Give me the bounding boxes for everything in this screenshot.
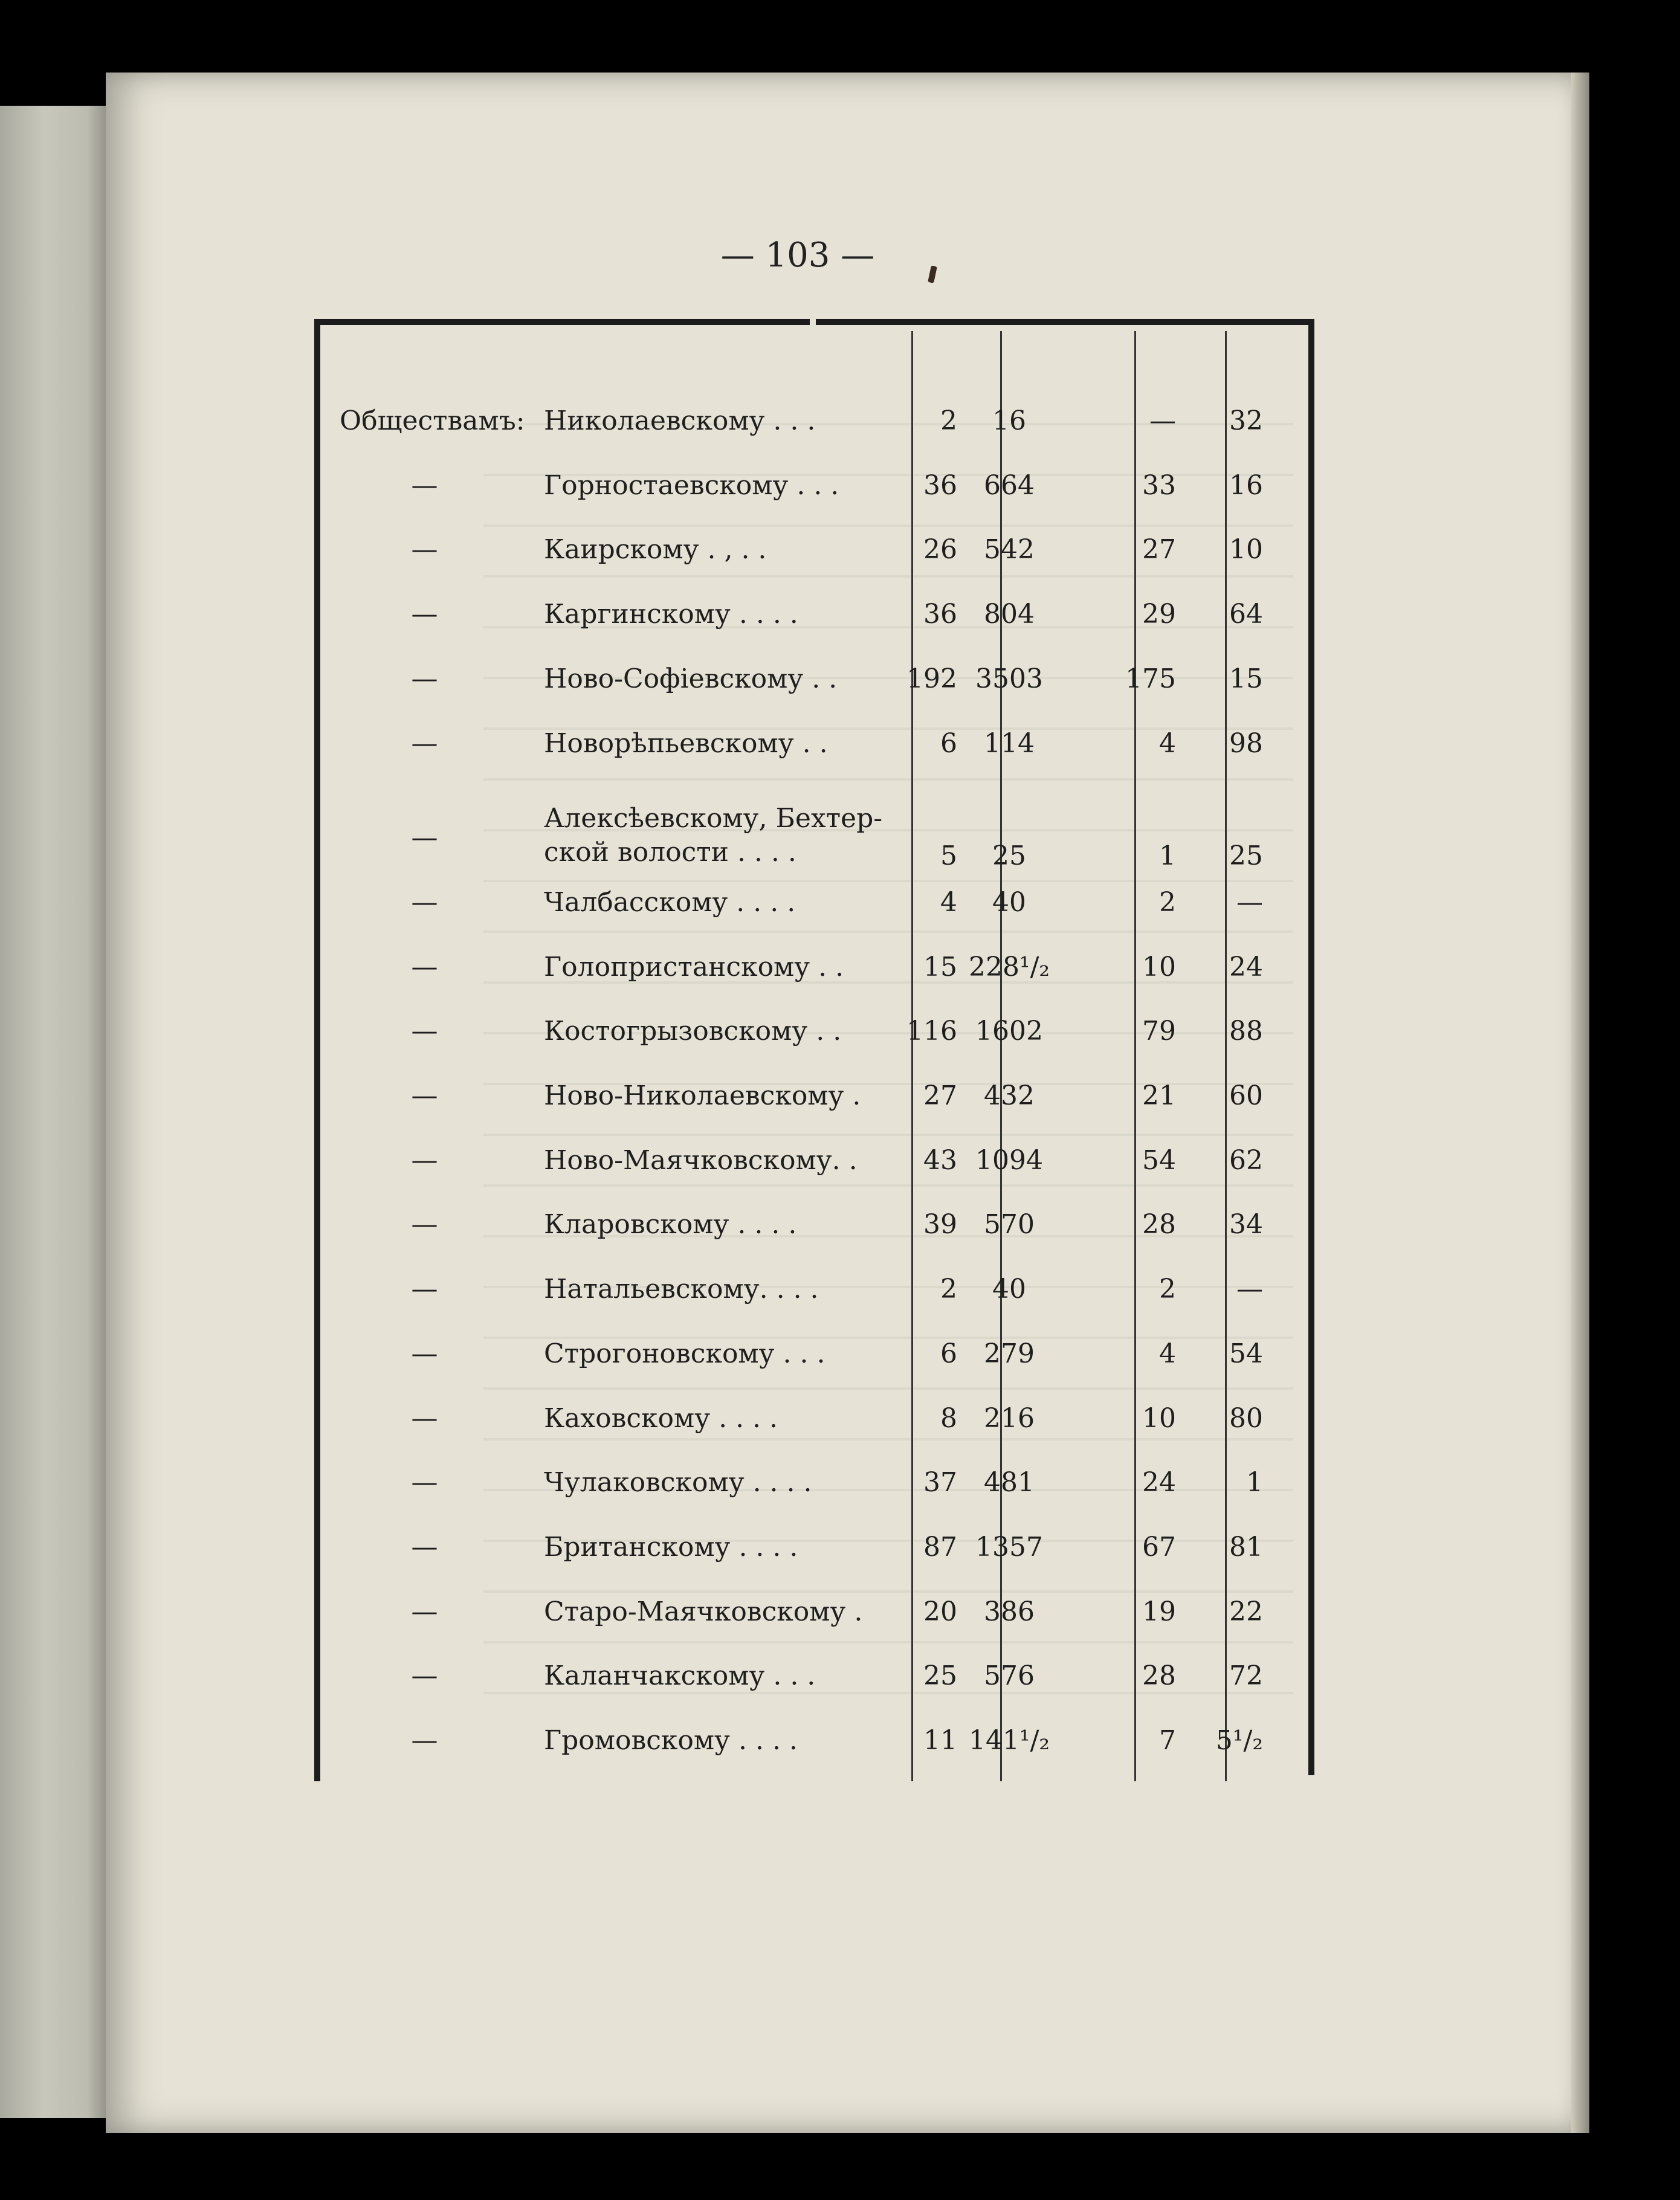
table-row — [326, 803, 1305, 872]
table-cell-col-3: 21 — [1142, 1080, 1176, 1111]
ditto-mark: — — [411, 951, 438, 982]
table-cell-col-2: 114 — [984, 727, 1035, 759]
table-cell-col-4: 64 — [1229, 599, 1263, 630]
table-row — [326, 1271, 1305, 1308]
table-cell-col-1: 43 — [923, 1144, 957, 1176]
page-number: — 103 — — [720, 236, 875, 275]
society-name-line-1: Алексѣевскому, Бехтер- — [544, 803, 883, 834]
society-name: Строгоновскому . . . — [544, 1338, 825, 1369]
table-cell-col-1: 6 — [940, 1338, 957, 1369]
table-cell-col-2: 1094 — [975, 1144, 1043, 1176]
table-cell-col-1: 20 — [923, 1596, 957, 1627]
table-cell-col-4: 32 — [1229, 405, 1263, 436]
table-cell-col-4: — — [1236, 1274, 1263, 1305]
table-cell-col-1: 87 — [923, 1531, 957, 1563]
table-cell-col-2: 40 — [992, 886, 1026, 918]
table-cell-col-2: 40 — [992, 1274, 1026, 1305]
table-right-rule — [1308, 319, 1314, 1775]
table-cell-col-2: 570 — [984, 1209, 1035, 1240]
table-cell-col-4: 72 — [1229, 1660, 1263, 1692]
ditto-mark: — — [411, 1660, 438, 1692]
table-cell-col-4: 80 — [1229, 1402, 1263, 1434]
table-cell-col-3: 1 — [1159, 840, 1176, 872]
society-name: Британскому . . . . — [544, 1531, 798, 1563]
table-row — [326, 1078, 1305, 1114]
table-cell-col-2: 664 — [984, 469, 1035, 501]
ditto-mark: — — [411, 1274, 438, 1305]
table-cell-col-2: 216 — [984, 1402, 1035, 1434]
society-name: Николаевскому . . . — [544, 405, 816, 436]
table-cell-col-3: 54 — [1142, 1144, 1176, 1176]
society-name: Каховскому . . . . — [544, 1402, 778, 1434]
table-cell-col-1: 27 — [923, 1080, 957, 1111]
table-row — [326, 468, 1305, 504]
society-name: Новорѣпьевскому . . — [544, 727, 828, 759]
table-cell-col-1: 11 — [923, 1725, 957, 1756]
table-cell-col-2: 1357 — [975, 1531, 1043, 1563]
table-cell-col-3: 4 — [1159, 1338, 1176, 1369]
society-name: Каргинскому . . . . — [544, 599, 798, 630]
society-name — [544, 802, 894, 869]
table-cell-col-3: 10 — [1142, 1402, 1176, 1434]
table-cell-col-2: 1602 — [975, 1016, 1043, 1047]
ditto-mark: — — [411, 727, 438, 759]
table-row — [326, 1143, 1305, 1179]
table-cell-col-4: 25 — [1229, 840, 1263, 872]
society-name: Ново-Софіевскому . . — [544, 663, 838, 694]
society-name: Старо-Маячковскому . — [544, 1596, 863, 1627]
table-row — [326, 596, 1305, 633]
society-name: Ново-Николаевскому . — [544, 1080, 861, 1111]
society-name: Чалбасскому . . . . — [544, 886, 796, 918]
table-cell-col-4: 5¹/₂ — [1215, 1725, 1263, 1756]
table-cell-col-2: 25 — [992, 840, 1026, 872]
table-cell-col-1: 8 — [940, 1402, 957, 1434]
table-cell-col-1: 39 — [923, 1209, 957, 1240]
table-cell-col-1: 6 — [940, 727, 957, 759]
ditto-mark: — — [411, 469, 438, 501]
society-name: Чулаковскому . . . . — [544, 1467, 812, 1498]
ditto-mark: — — [411, 1596, 438, 1627]
table-row — [326, 1207, 1305, 1243]
table-cell-col-3: 28 — [1142, 1660, 1176, 1692]
table-row — [326, 1594, 1305, 1630]
table-cell-col-4: 88 — [1229, 1016, 1263, 1047]
page-fore-edge — [1571, 73, 1589, 2133]
table-cell-col-3: 27 — [1142, 534, 1176, 566]
table-cell-col-3: 175 — [1125, 663, 1176, 694]
society-name: Горностаевскому . . . — [544, 469, 839, 501]
table-cell-col-1: 25 — [923, 1660, 957, 1692]
ditto-mark: — — [411, 599, 438, 630]
table-cell-col-2: 279 — [984, 1338, 1035, 1369]
ditto-mark: — — [411, 1531, 438, 1563]
society-name: Ново-Маячковскому. . — [544, 1144, 858, 1176]
table-cell-col-3: 24 — [1142, 1467, 1176, 1498]
table-cell-col-1: 4 — [940, 886, 957, 918]
rule-gap — [810, 318, 816, 326]
table-cell-col-2: 804 — [984, 599, 1035, 630]
table-row — [326, 1723, 1305, 1759]
table-row — [326, 1658, 1305, 1694]
table-cell-col-4: 54 — [1229, 1338, 1263, 1369]
table-row — [326, 1401, 1305, 1437]
table-cell-col-2: 432 — [984, 1080, 1035, 1111]
table-row — [326, 532, 1305, 568]
table-cell-col-2: 542 — [984, 534, 1035, 566]
table-cell-col-3: 19 — [1142, 1596, 1176, 1627]
table-row — [326, 949, 1305, 985]
table-cell-col-3: — — [1149, 405, 1176, 436]
table-cell-col-4: 15 — [1229, 663, 1263, 694]
table-cell-col-4: 10 — [1229, 534, 1263, 566]
table-cell-col-4: 16 — [1229, 469, 1263, 501]
society-name-line-2: ской волости . . . . — [544, 837, 796, 868]
ditto-mark: — — [411, 1209, 438, 1240]
table-cell-col-2: 141¹/₂ — [968, 1725, 1050, 1756]
table-cell-col-4: 22 — [1229, 1596, 1263, 1627]
table-cell-col-3: 29 — [1142, 599, 1176, 630]
ditto-mark: — — [411, 1338, 438, 1369]
table-cell-col-3: 33 — [1142, 469, 1176, 501]
table-cell-col-4: 1 — [1246, 1467, 1263, 1498]
ditto-mark: — — [411, 1402, 438, 1434]
ditto-mark: — — [411, 886, 438, 918]
society-name: Натальевскому. . . . — [544, 1274, 819, 1305]
table-cell-col-1: 2 — [940, 405, 957, 436]
table-cell-col-1: 36 — [923, 469, 957, 501]
table-cell-col-3: 2 — [1159, 1274, 1176, 1305]
table-cell-col-1: 36 — [923, 599, 957, 630]
table-cell-col-2: 3503 — [975, 663, 1043, 694]
table-cell-col-4: 81 — [1229, 1531, 1263, 1563]
table-cell-col-1: 26 — [923, 534, 957, 566]
ditto-mark: — — [411, 1016, 438, 1047]
table-cell-col-2: 576 — [984, 1660, 1035, 1692]
table-cell-col-3: 79 — [1142, 1016, 1176, 1047]
society-name: Каланчакскому . . . — [544, 1660, 816, 1692]
table-cell-col-4: 24 — [1229, 951, 1263, 982]
table-cell-col-4: 60 — [1229, 1080, 1263, 1111]
ditto-mark: — — [411, 1725, 438, 1756]
society-name: Костогрызовскому . . — [544, 1016, 842, 1047]
society-name: Громовскому . . . . — [544, 1725, 798, 1756]
table-cell-col-1: 2 — [940, 1274, 957, 1305]
table-row — [326, 1529, 1305, 1566]
table-row — [326, 1336, 1305, 1372]
table-left-rule — [314, 319, 320, 1781]
table-cell-col-1: 15 — [923, 951, 957, 982]
ditto-mark: — — [411, 1467, 438, 1498]
table-cell-col-1: 5 — [940, 840, 957, 872]
ditto-mark: — — [411, 1080, 438, 1111]
table-cell-col-1: 192 — [906, 663, 957, 694]
table-row — [326, 1013, 1305, 1050]
row-label: Обществамъ: — [340, 405, 525, 436]
society-name: Каирскому . , . . — [544, 534, 767, 566]
table-row — [326, 403, 1305, 439]
table-cell-col-2: 16 — [992, 405, 1026, 436]
left-page-edge — [0, 106, 109, 2118]
table-cell-col-1: 116 — [906, 1016, 957, 1047]
table-row — [326, 885, 1305, 921]
table-row — [326, 661, 1305, 697]
table-cell-col-4: 62 — [1229, 1144, 1263, 1176]
ditto-mark: — — [411, 1144, 438, 1176]
table-cell-col-4: 34 — [1229, 1209, 1263, 1240]
table-cell-col-4: 98 — [1229, 727, 1263, 759]
ditto-mark: — — [411, 534, 438, 566]
table-row — [326, 726, 1305, 762]
table-row — [326, 1465, 1305, 1501]
table-cell-col-3: 2 — [1159, 886, 1176, 918]
table-cell-col-3: 67 — [1142, 1531, 1176, 1563]
ditto-mark: — — [411, 822, 438, 854]
table-cell-col-3: 7 — [1159, 1725, 1176, 1756]
ditto-mark: — — [411, 663, 438, 694]
table-cell-col-2: 386 — [984, 1596, 1035, 1627]
table-cell-col-4: — — [1236, 886, 1263, 918]
table-cell-col-3: 4 — [1159, 727, 1176, 759]
table-cell-col-2: 481 — [984, 1467, 1035, 1498]
table-cell-col-3: 10 — [1142, 951, 1176, 982]
society-name: Кларовскому . . . . — [544, 1209, 797, 1240]
table-cell-col-1: 37 — [923, 1467, 957, 1498]
table-cell-col-3: 28 — [1142, 1209, 1176, 1240]
table-cell-col-2: 228¹/₂ — [968, 951, 1050, 982]
society-name: Голопристанскому . . — [544, 951, 844, 982]
